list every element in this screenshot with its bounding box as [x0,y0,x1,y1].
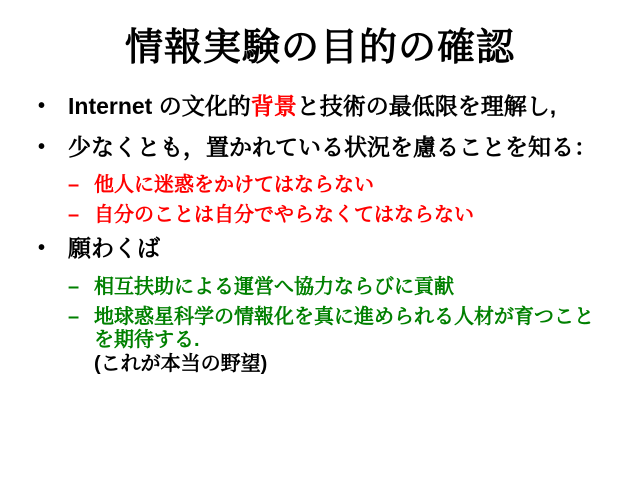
bullet-text-highlight-red: 背景 [250,92,297,119]
bullet-icon: • [38,94,46,117]
bullet-know-situation [0,133,640,161]
sub-bullet-do-it-yourself [68,204,640,227]
sub-bullet-text: 地球惑星科学の情報化を真に進められる人材が育つことを期待する. [94,305,594,352]
dash-icon: – [68,305,80,328]
bullet-text-part1: Internet の文化的 [68,92,251,119]
bullet-text-part2: と技術の最低限を理解し, [296,92,557,119]
sub-bullet-text: 自分のことは自分でやらなくてはならない [94,204,474,227]
bullet-hopefully [0,234,640,262]
dash-icon: – [68,275,80,298]
sub-bullet-note: (これが本当の野望) [94,352,268,375]
bullet-icon: • [38,237,46,260]
sub-bullet-no-trouble-others [68,174,640,197]
dash-icon: – [68,173,80,196]
bullet-text [68,92,556,120]
sub-bullet-text: 他人に迷惑をかけてはならない [94,173,374,196]
sub-bullet-text: 相互扶助による運営へ協力ならびに貢献 [94,275,454,298]
dash-icon: – [68,204,80,227]
bullet-text: 少なくとも，置かれている状況を慮ることを知る： [68,133,597,160]
slide-title: 情報実験の目的の確認 [124,27,515,69]
bullet-text: 願わくば [68,235,160,262]
sub-bullet-text-wrap [94,306,599,376]
bullet-internet-background [0,92,640,120]
bullet-list [0,92,640,376]
bullet-icon: • [38,135,46,158]
sub-bullet-nurture-talent [68,306,640,376]
sub-bullet-mutual-aid [68,276,640,299]
